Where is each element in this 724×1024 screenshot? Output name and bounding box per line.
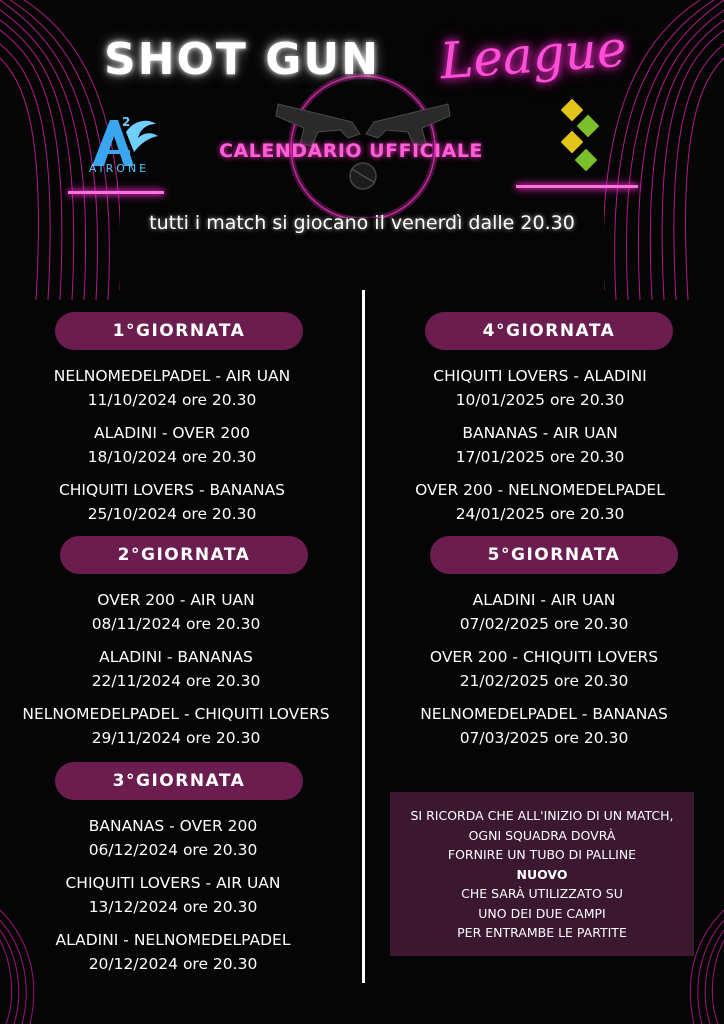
round-1-header: 1°GIORNATA — [55, 312, 303, 350]
note-line-emphasis: NUOVO — [516, 866, 568, 882]
neon-divider-left — [68, 191, 164, 194]
match-teams: NELNOMEDELPADEL - CHIQUITI LOVERS — [22, 705, 330, 723]
column-divider — [362, 290, 365, 983]
match-item — [368, 478, 712, 526]
schedule-tagline: tutti i match si giocano il venerdì dalle 20.30 — [149, 212, 575, 234]
note-line: SI RICORDA CHE ALL'INIZIO DI UN MATCH, — [410, 808, 674, 823]
match-item — [0, 871, 346, 919]
match-teams: ALADINI - NELNOMEDELPADEL — [55, 931, 291, 949]
neon-divider-right — [516, 185, 638, 188]
match-date: 20/12/2024 ore 20.30 — [88, 955, 258, 973]
airone-logo-text: AIRONE — [88, 162, 150, 175]
round-4-header: 4°GIORNATA — [425, 312, 673, 350]
match-item — [0, 702, 352, 750]
match-teams: ALADINI - AIR UAN — [472, 591, 616, 609]
match-date: 10/01/2025 ore 20.30 — [455, 391, 625, 409]
round-3-header: 3°GIORNATA — [55, 762, 303, 800]
note-line: CHE SARÀ UTILIZZATO SU — [461, 886, 623, 901]
match-item — [0, 928, 346, 976]
reminder-note-box — [390, 792, 694, 956]
match-date: 22/11/2024 ore 20.30 — [91, 672, 261, 690]
match-teams: OVER 200 - AIR UAN — [97, 591, 255, 609]
match-date: 11/10/2024 ore 20.30 — [87, 391, 257, 409]
league-script-title: League — [438, 19, 629, 91]
match-date: 18/10/2024 ore 20.30 — [87, 448, 257, 466]
match-teams: ALADINI - BANANAS — [99, 648, 253, 666]
match-teams: CHIQUITI LOVERS - ALADINI — [433, 367, 647, 385]
match-teams: BANANAS - AIR UAN — [462, 424, 618, 442]
match-teams: CHIQUITI LOVERS - BANANAS — [58, 481, 286, 499]
note-line: OGNI SQUADRA DOVRÀ — [468, 827, 616, 843]
match-date: 29/11/2024 ore 20.30 — [91, 729, 261, 747]
poster-title: SHOT GUN — [104, 34, 380, 85]
match-teams: OVER 200 - NELNOMEDELPADEL — [415, 481, 665, 499]
match-item — [0, 645, 352, 693]
svg-text:2: 2 — [122, 115, 131, 129]
match-item — [368, 588, 720, 636]
match-date: 06/12/2024 ore 20.30 — [88, 841, 258, 859]
team-diamonds-logo-icon — [556, 98, 606, 178]
match-date: 24/01/2025 ore 20.30 — [455, 505, 625, 523]
match-teams: BANANAS - OVER 200 — [88, 817, 258, 835]
note-line: PER ENTRAMBE LE PARTITE — [457, 925, 627, 940]
match-teams: CHIQUITI LOVERS - AIR UAN — [65, 874, 281, 892]
match-item — [0, 421, 344, 469]
match-date: 17/01/2025 ore 20.30 — [455, 448, 625, 466]
match-date: 25/10/2024 ore 20.30 — [87, 505, 257, 523]
match-date: 07/02/2025 ore 20.30 — [459, 615, 629, 633]
round-5-header: 5°GIORNATA — [430, 536, 678, 574]
match-teams: ALADINI - OVER 200 — [94, 424, 250, 442]
match-item — [0, 814, 346, 862]
match-item — [368, 645, 720, 693]
note-line: FORNIRE UN TUBO DI PALLINE — [447, 847, 637, 862]
round-2-header: 2°GIORNATA — [60, 536, 308, 574]
match-item — [0, 364, 344, 412]
match-teams: NELNOMEDELPADEL - AIR UAN — [53, 367, 291, 385]
match-item — [368, 421, 712, 469]
match-item — [368, 364, 712, 412]
match-item — [368, 702, 720, 750]
match-date: 13/12/2024 ore 20.30 — [88, 898, 258, 916]
match-item — [0, 588, 352, 636]
note-line: UNO DEI DUE CAMPI — [478, 905, 606, 921]
calendar-subtitle: CALENDARIO UFFICIALE — [219, 140, 483, 162]
match-date: 08/11/2024 ore 20.30 — [91, 615, 261, 633]
match-item — [0, 478, 344, 526]
match-teams: NELNOMEDELPADEL - BANANAS — [420, 705, 668, 723]
match-date: 07/03/2025 ore 20.30 — [459, 729, 629, 747]
match-teams: OVER 200 - CHIQUITI LOVERS — [429, 648, 659, 666]
match-date: 21/02/2025 ore 20.30 — [459, 672, 629, 690]
